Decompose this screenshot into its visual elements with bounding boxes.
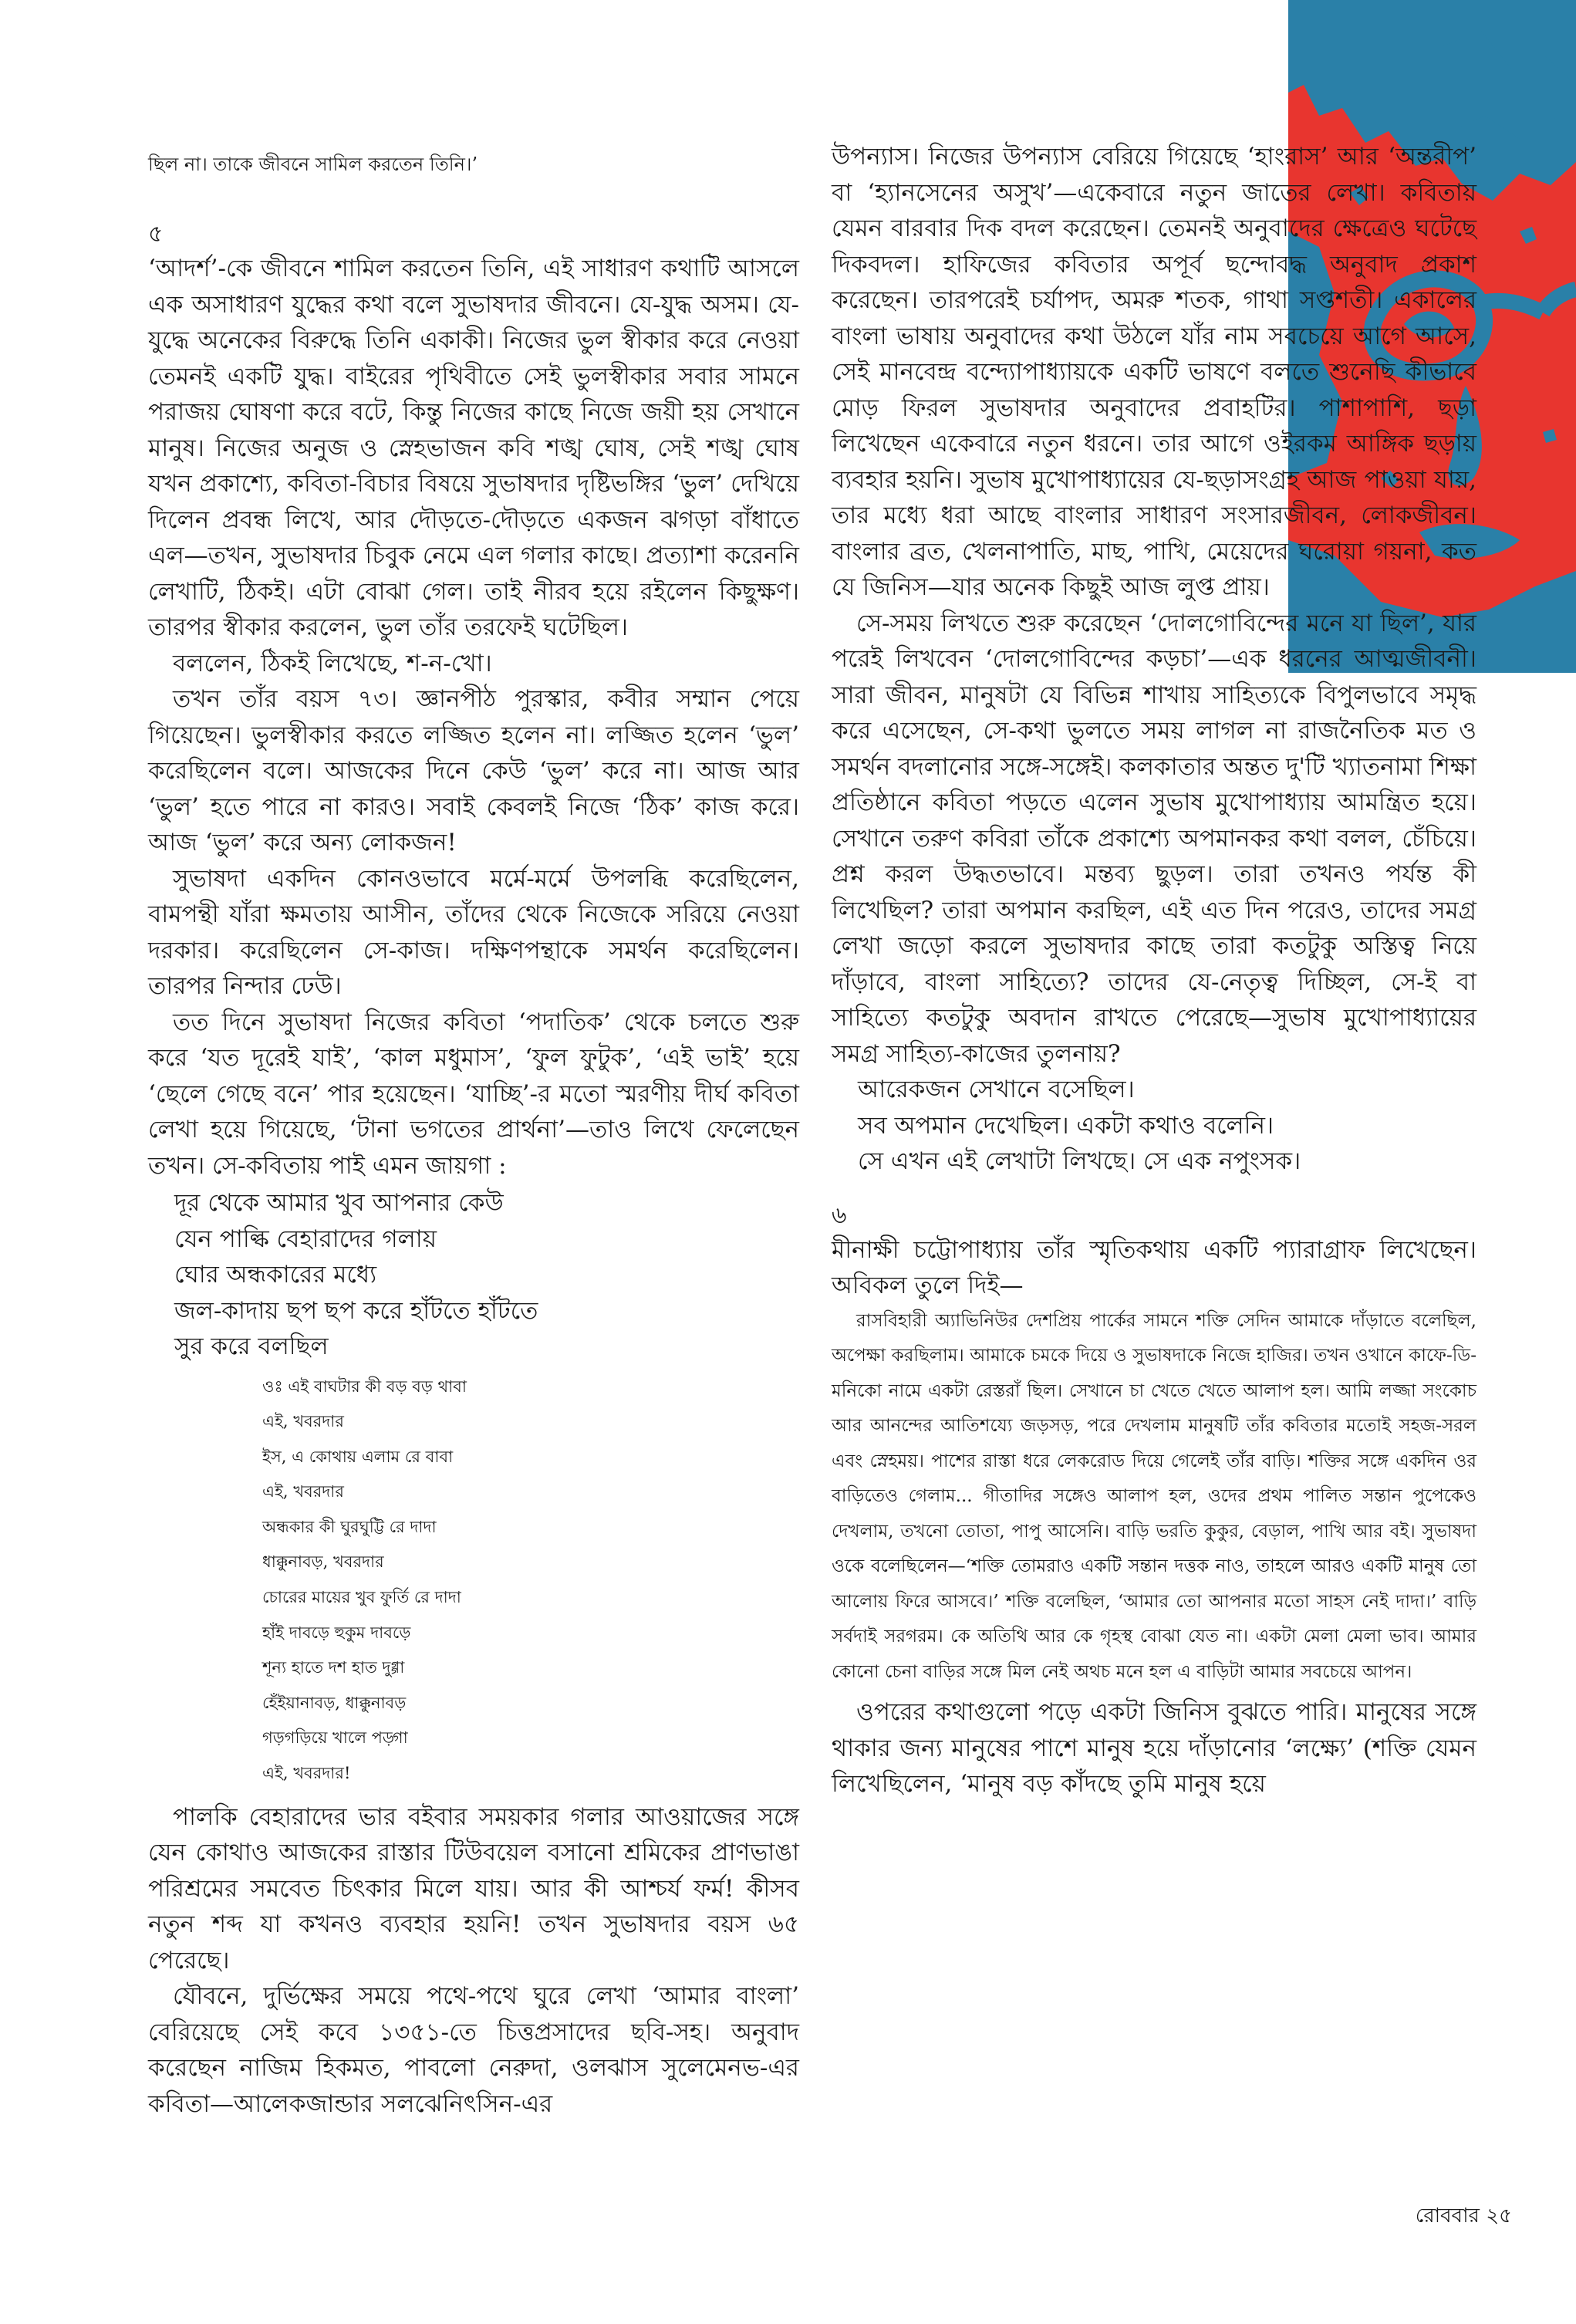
memoir-quote: রাসবিহারী অ্যাভিনিউর দেশপ্রিয় পার্কের সামনে শক্তি সেদিন আমাকে দাঁড়াতে বলেছিল, অপেক্ষা করছিলাম। আমাকে চমকে দিয়ে ও সুভাষদাকে নিজে হাজির। তখন ওখানে কাফে-ডি-মনিকো নামে একটা রেস্তরাঁ ছিল। সেখানে চা খেতে খেতে আলাপ হল। আমি লজ্জা সংকোচ আর আনন্দের আতিশয্যে জড়সড়, পরে দেখলাম মানুষটি তাঁর কবিতার মতোই সহজ-সরল এবং স্নেহময়। পাশের রাস্তা ধরে লেকরোড দিয়ে গেলেই তাঁর বাড়ি। শক্তির সঙ্গে একদিন ওর বাড়িতেও গেলাম... গীতাদির সঙ্গেও আলাপ হল, ওদের প্রথম পালিত সন্তান পুপেকেও দেখলাম, তখনো তোতা, পাপু আসেনি। বাড়ি ভরতি কুকুর, বেড়াল, পাখি আর বই। সুভাষদা ওকে বলেছিলেন—‘শক্তি তোমরাও একটি সন্তান দত্তক নাও, তাহলে আরও একটি মানুষ তো আলোয় ফিরে আসবে।’ শক্তি বলেছিল, ‘আমার তো আপনার মতো সাহস নেই দাদা।’ বাড়ি সর্বদাই সরগরম। কে অতিথি আর কে গৃহস্থ বোঝা যেত না। একটা মেলা মেলা ভাব। আমার কোনো চেনা বাড়ির সঙ্গে মিল নেই অথচ মনে হল এ বাড়িটা আমার সবচেয়ে আপন। <box>832 1310 1476 1682</box>
closing-line: আরেকজন সেখানে বসেছিল। <box>858 1076 1135 1103</box>
palanquin-song <box>262 1370 799 1792</box>
page-footer: রোববার ২৫ <box>1415 2204 1512 2228</box>
right-paragraph-2: সে-সময় লিখতে শুরু করেছেন ‘দোলগোবিন্দের মনে যা ছিল’, যার পরেই লিখবেন ‘দোলগোবিন্দের কড়চা’—এক ধরনের আত্মজীবনী। সারা জীবন, মানুষটা যে বিভিন্ন শাখায় সাহিত্যকে বিপুলভাবে সমৃদ্ধ করে এসেছেন, সে-কথা ভুলতে সময় লাগল না রাজনৈতিক মত ও সমর্থন বদলানোর সঙ্গে-সঙ্গেই। কলকাতার অন্তত দু'টি খ্যাতনামা শিক্ষা প্রতিষ্ঠানে কবিতা পড়তে এলেন সুভাষ মুখোপাধ্যায় আমন্ত্রিত হয়ে। সেখানে তরুণ কবিরা তাঁকে প্রকাশ্যে অপমানকর কথা বলল, চেঁচিয়ে। প্রশ্ন করল উদ্ধতভাবে। মন্তব্য ছুড়ল। তারা তখনও পর্যন্ত কী লিখেছিল? তারা অপমান করছিল, এই এত দিন পরেও, তাদের সমগ্র লেখা জড়ো করলে সুভাষদার কাছে তারা কতটুকু অস্তিত্ব নিয়ে দাঁড়াবে, বাংলা সাহিত্যে? তাদের যে-নেতৃত্ব দিচ্ছিল, সে-ই বা সাহিত্যে কতটুকু অবদান রাখতে পেরেছে—সুভাষ মুখোপাধ্যায়ের সমগ্র সাহিত্য-কাজের তুলনায়? <box>832 609 1476 1068</box>
section-5-paragraph-3: তখন তাঁর বয়স ৭৩। জ্ঞানপীঠ পুরস্কার, কবীর সম্মান পেয়ে গিয়েছেন। ভুলস্বীকার করতে লজ্জিত হলেন না। লজ্জিত হলেন ‘ভুল’ করেছিলেন বলে। আজকের দিনে কেউ ‘ভুল’ করে না। আজ আর ‘ভুল’ হতে পারে না কারও। সবাই কেবলই নিজে ‘ঠিক’ কাজ করে। আজ ‘ভুল’ করে অন্য লোকজন! <box>148 685 799 856</box>
section-5-paragraph-5: তত দিনে সুভাষদা নিজের কবিতা ‘পদাতিক’ থেকে চলতে শুরু করে ‘যত দূরেই যাই’, ‘কাল মধুমাস’, ‘ফুল ফুটুক’, ‘এই ভাই’ হয়ে ‘ছেলে গেছে বনে’ পার হয়েছেন। ‘যাচ্ছি’-র মতো স্মরণীয় দীর্ঘ কবিতা লেখা হয়ে গিয়েছে, ‘টানা ভগতের প্রার্থনা’—তাও লিখে ফেলেছেন তখন। সে-কবিতায় পাই এমন জায়গা : <box>148 1008 799 1180</box>
song-line: ধাক্কুনাবড়, খবরদার <box>262 1552 384 1572</box>
closing-line: সব অপমান দেখেছিল। একটা কথাও বলেনি। <box>858 1111 1274 1140</box>
song-line: এই, খবরদার <box>262 1412 344 1431</box>
right-paragraph-1: উপন্যাস। নিজের উপন্যাস বেরিয়ে গিয়েছে ‘হাংরাস’ আর ‘অন্তরীপ’ বা ‘হ্যানসেনের অসুখ’—একেবারে নতুন জাতের লেখা। কবিতায় যেমন বারবার দিক বদল করেছেন। তেমনই অনুবাদের ক্ষেত্রেও ঘটেছে দিকবদল। হাফিজের কবিতার অপূর্ব ছন্দোবদ্ধ অনুবাদ প্রকাশ করেছেন। তারপরেই চর্যাপদ, অমরু শতক, গাথা সপ্তশতী। একালের বাংলা ভাষায় অনুবাদের কথা উঠলে যাঁর নাম সবচেয়ে আগে আসে, সেই মানবেন্দ্র বন্দ্যোপাধ্যায়কে একটি ভাষণে বলতে শুনেছি কীভাবে মোড় ফিরল সুভাষদার অনুবাদের প্রবাহটির। পাশাপাশি, ছড়া লিখেছেন একেবারে নতুন ধরনে। তার আগে ওইরকম আঙ্গিক ছড়ায় ব্যবহার হয়নি। সুভাষ মুখোপাধ্যায়ের যে-ছড়াসংগ্রহ আজ পাওয়া যায়, তার মধ্যে ধরা আছে বাংলার সাধারণ সংসারজীবন, লোকজীবন। বাংলার ব্রত, খেলনাপাতি, মাছ, পাখি, মেয়েদের ঘরোয়া গয়না, কত যে জিনিস—যার অনেক কিছুই আজ লুপ্ত প্রায়। <box>832 143 1476 601</box>
song-line: হাঁই দাবড়ে হুকুম দাবড়ে <box>262 1623 411 1642</box>
poem-line: জল-কাদায় ছপ ছপ করে হাঁটতে হাঁটতে <box>174 1296 538 1325</box>
section-5-paragraph-4: সুভাষদা একদিন কোনওভাবে মর্মে-মর্মে উপলব্ধি করেছিলেন, বামপন্থী যাঁরা ক্ষমতায় আসীন, তাঁদের থেকে নিজেকে সরিয়ে নেওয়া দরকার। করেছিলেন সে-কাজ। দক্ষিণপন্থাকে সমর্থন করেছিলেন। তারপর নিন্দার ঢেউ। <box>148 864 799 1000</box>
poem-line: সুর করে বলছিল <box>174 1333 329 1360</box>
section-5-paragraph-2: বললেন, ঠিকই লিখেছে, শ-ন-খো। <box>173 649 492 677</box>
section-6-final-paragraph: ওপরের কথাগুলো পড়ে একটা জিনিস বুঝতে পারি। মানুষের সঙ্গে থাকার জন্য মানুষের পাশে মানুষ হয়ে দাঁড়ানোর ‘লক্ষ্যে’ (শক্তি যেমন লিখেছিলেন, ‘মানুষ বড় কাঁদছে তুমি মানুষ হয়ে <box>832 1698 1476 1798</box>
song-line: এই, খবরদার <box>262 1482 344 1501</box>
song-line: এই, খবরদার! <box>262 1764 351 1783</box>
section-5-paragraph-7: যৌবনে, দুর্ভিক্ষের সময়ে পথে-পথে ঘুরে লেখা ‘আমার বাংলা’ বেরিয়েছে সেই কবে ১৩৫১-তে চিত্তপ্রসাদের ছবি-সহ। অনুবাদ করেছেন নাজিম হিকমত, পাবলো নেরুদা, ওলঝাস সুলেমেনভ-এর কবিতা—আলেকজান্ডার সলঝেনিৎসিন-এর <box>148 1982 799 2118</box>
poem-line: দূর থেকে আমার খুব আপনার কেউ <box>174 1189 504 1217</box>
section-6-number: ৬ <box>832 1201 847 1229</box>
song-line: গড়গড়িয়ে খালে পড়্গা <box>262 1728 408 1748</box>
song-line: শূন্য হাতে দশ হাত দুগ্গা <box>262 1658 405 1677</box>
poem-line: যেন পাল্কি বেহারাদের গলায় <box>174 1224 437 1253</box>
closing-lines <box>858 1072 1476 1180</box>
song-line: চোরের মায়ের খুব ফুর্তি রে দাদা <box>262 1588 461 1607</box>
right-column <box>832 139 1476 1802</box>
poem-line: ঘোর অন্ধকারের মধ্যে <box>174 1261 377 1289</box>
closing-line: সে এখন এই লেখাটা লিখছে। সে এক নপুংসক। <box>858 1147 1301 1175</box>
song-line: অন্ধকার কী ঘুরঘুট্টি রে দাদা <box>262 1517 437 1536</box>
poem-excerpt <box>174 1185 799 1365</box>
song-line: ওঃ এই বাঘটার কী বড় বড় থাবা <box>262 1376 467 1396</box>
section-5-paragraph-1: ‘আদর্শ’-কে জীবনে শামিল করতেন তিনি, এই সাধারণ কথাটি আসলে এক অসাধারণ যুদ্ধের কথা বলে সুভাষদার জীবনে। যে-যুদ্ধ অসম। যে-যুদ্ধে অনেকের বিরুদ্ধে তিনি একাকী। নিজের ভুল স্বীকার করে নেওয়া তেমনই একটি যুদ্ধ। বাইরের পৃথিবীতে সেই ভুলস্বীকার সবার সামনে পরাজয় ঘোষণা করে বটে, কিন্তু নিজের কাছে নিজে জয়ী হয় সেখানে মানুষ। নিজের অনুজ ও স্নেহভাজন কবি শঙ্খ ঘোষ, সেই শঙ্খ ঘোষ যখন প্রকাশ্যে, কবিতা-বিচার বিষয়ে সুভাষদার দৃষ্টিভঙ্গির ‘ভুল’ দেখিয়ে দিলেন প্রবন্ধ লিখে, আর দৌড়তে-দৌড়তে একজন ঝগড়া বাঁধাতে এল—তখন, সুভাষদার চিবুক নেমে এল গলার কাছে। প্রত্যাশা করেননি লেখাটি, ঠিকই। এটা বোঝা গেল। তাই নীরব হয়ে রইলেন কিছুক্ষণ। তারপর স্বীকার করলেন, ভুল তাঁর তরফেই ঘটেছিল। <box>148 255 799 641</box>
left-column <box>148 150 799 2122</box>
section-5-number: ৫ <box>148 221 164 248</box>
section-6-intro: মীনাক্ষী চট্টোপাধ্যায় তাঁর স্মৃতিকথায় একটি প্যারাগ্রাফ লিখেছেন। অবিকল তুলে দিই— <box>832 1235 1476 1299</box>
intro-line: ছিল না। তাকে জীবনে সামিল করতেন তিনি।’ <box>148 154 478 175</box>
song-line: ইস, এ কোথায় এলাম রে বাবা <box>262 1447 454 1466</box>
song-line: হেঁইয়ানাবড়, ধাক্কুনাবড় <box>262 1693 407 1712</box>
section-5-paragraph-6: পালকি বেহারাদের ভার বইবার সময়কার গলার আওয়াজের সঙ্গে যেন কোথাও আজকের রাস্তার টিউবয়েল বসানো শ্রমিকের প্রাণভাঙা পরিশ্রমের সমবেত চিৎকার মিলে যায়। আর কী আশ্চর্য ফর্ম! কীসব নতুন শব্দ যা কখনও ব্যবহার হয়নি! তখন সুভাষদার বয়স ৬৫ পেরেছে। <box>148 1802 799 1974</box>
